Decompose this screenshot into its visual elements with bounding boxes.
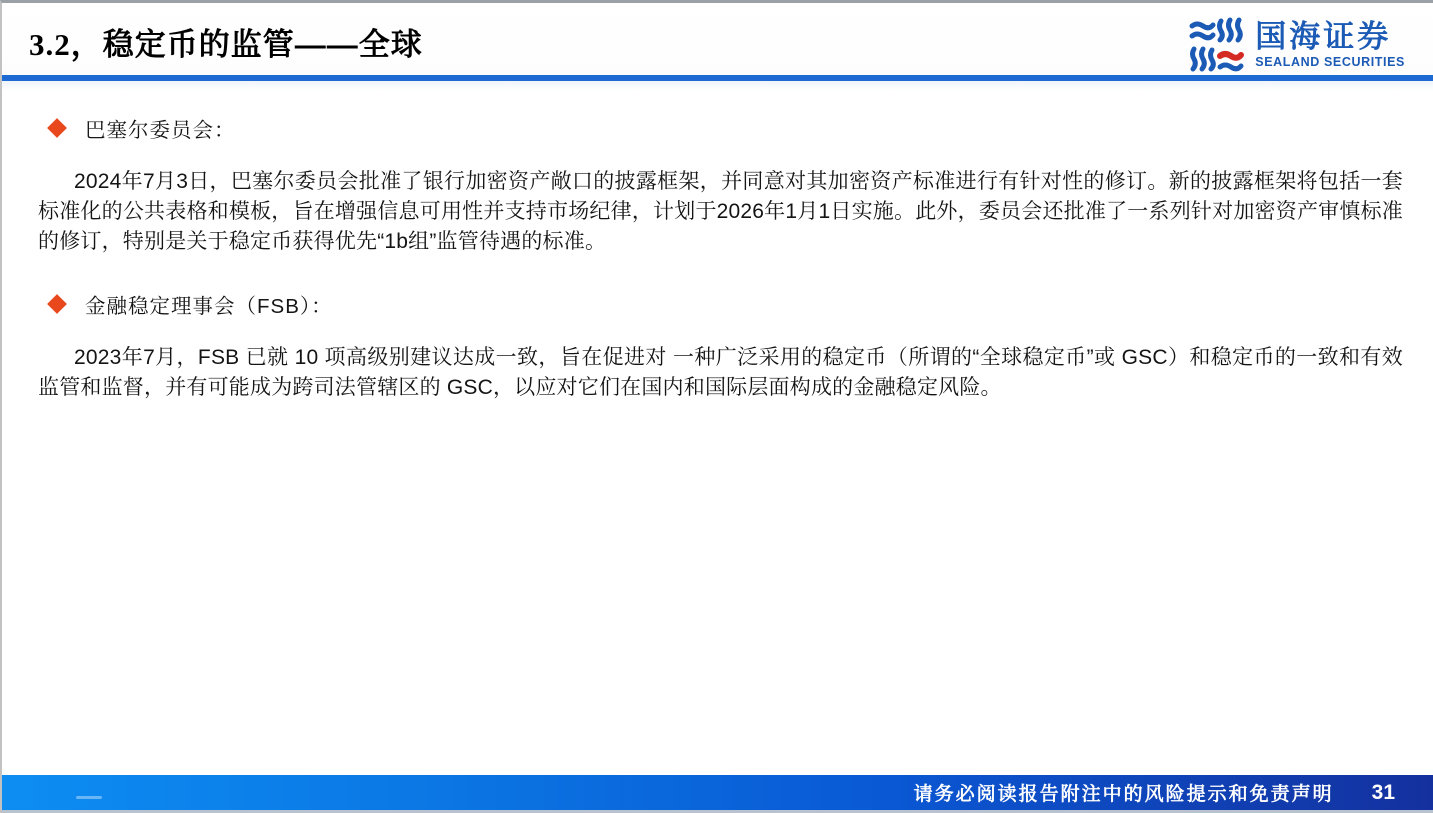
- logo-name-en: SEALAND SECURITIES: [1255, 55, 1405, 70]
- footer-bar: [2, 775, 1433, 810]
- section-heading-fsb: [50, 289, 1403, 319]
- footer-watermark-mark: [76, 796, 102, 799]
- page-title: [29, 19, 423, 64]
- title-rule-glow: [2, 81, 1433, 91]
- diamond-bullet-icon: [47, 118, 67, 138]
- footer-disclaimer: 请务必阅读报告附注中的风险提示和免责声明: [913, 784, 1334, 805]
- slide-content: [2, 91, 1433, 403]
- section-heading-basel: [50, 113, 1403, 143]
- section-body-basel: 2024年7月3日，巴塞尔委员会批准了银行加密资产敞口的披露框架，并同意对其加密资产标准进行有针对性的修订。新的披露框架将包括一套标准化的公共表格和模板，旨在增强信息可用性并支持市场纪律，计划于2026年1月1日实施。此外，委员会还批准了一系列针对加密资产审慎标准的修订，特别是关于稳定币获得优先“1b组”监管待遇的标准。: [38, 170, 1403, 253]
- section-heading-label: 巴塞尔委员会：: [85, 119, 236, 142]
- page-number: 31: [1371, 780, 1395, 804]
- page-title-text: 稳定币的监管——全球: [102, 27, 423, 62]
- slide-header: [2, 3, 1433, 73]
- logo-text: [1255, 21, 1405, 69]
- page-title-number: 3.2，: [29, 27, 103, 62]
- company-logo: [1188, 17, 1405, 73]
- section-body-fsb: 2023年7月，FSB 已就 10 项高级别建议达成一致，旨在促进对 一种广泛采用的稳定币（所谓的“全球稳定币”或 GSC）和稳定币的一致和有效监管和监督，并有可能成为跨司法管辖区的 GSC，以应对它们在国内和国际层面构成的金融稳定风险。: [38, 346, 1404, 399]
- sealand-logo-icon: [1188, 17, 1244, 73]
- diamond-bullet-icon: [47, 294, 67, 314]
- logo-name-cn: 国海证券: [1255, 19, 1392, 55]
- section-heading-label: 金融稳定理事会（FSB）：: [85, 295, 333, 318]
